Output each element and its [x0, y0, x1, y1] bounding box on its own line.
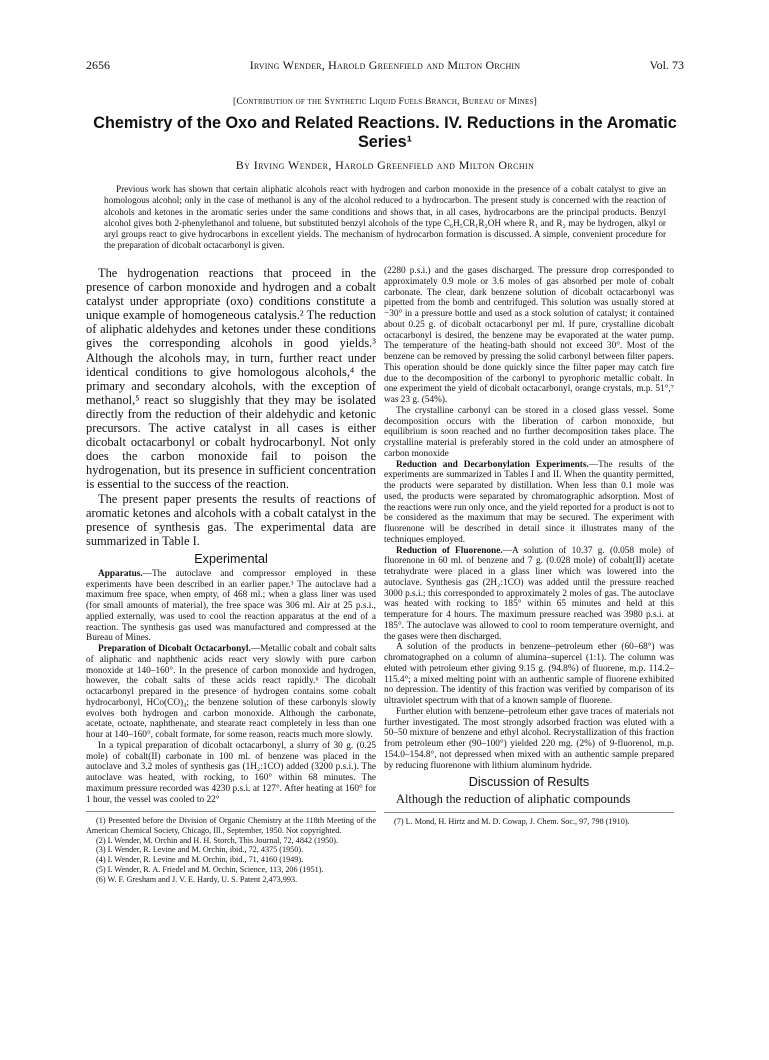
discussion-heading: Discussion of Results [468, 775, 590, 790]
preparation-paragraph [86, 644, 376, 741]
byline: By Irving Wender, Harold Greenfield and Milton Orchin [235, 158, 535, 172]
apparatus-paragraph [86, 569, 376, 644]
continued-paragraph: (2280 p.s.i.) and the gases discharged. The pressure drop corresponded to approximately 0.9 mole or 3.6 moles of gas absorbed per mole of cobalt carbonate. The clear, dark benzene solution of dicobalt octacarbonyl was pipetted from the bomb and centrifuged. This solution was usually stored at −30° in a pressure bottle and used as a stock solution of catalyst; it contained about 0.25 g. of dicobalt octacarbonyl per ml. If pure, crystalline dicobalt octacarbonyl is desired, the benzene may be evaporated at the water pump. The temperature of the heating-bath should not exceed 30°. Most of the benzene can be removed by pressing the solid carbonyl between filter papers. This operation should be done quickly since the filter paper may catch fire due to the decomposition of the carbonyl to pyrophoric metallic cobalt. In one experiment the yield of dicobalt octacarbonyl, orange crystals, m.p. 51°,⁷ was 23 g. (54%). [384, 266, 674, 405]
volume-label: Vol. 73 [649, 58, 684, 72]
right-column [384, 266, 674, 827]
preparation-paragraph-2: In a typical preparation of dicobalt octacarbonyl, a slurry of 30 g. (0.25 mole) of cobalt(II) carbonate in 100 ml. of benzene was placed in the autoclave and 3.2 moles of synthesis gas (1H₂:1CO) added (3200 p.s.i.). The autoclave was heated, with rocking, to 160° within 68 minutes. The maximum pressure recorded was 4230 p.s.i. at 127°. After heating at 160° for 1 hour, the vessel was cooled to 22° [86, 740, 376, 805]
intro-paragraph-1: The hydrogenation reactions that proceed in the presence of carbon monoxide and hydrogen and a cobalt catalyst under appropriate (oxo) conditions constitute a unique example of homogeneous catalysis.² The reduction of aliphatic aldehydes and ketones under these conditions gives the corresponding alcohols in good yields.³ Although the alcohols may, in turn, further react under identical conditions to give homologous alcohols,⁴ the primary and secondary alcohols, with the exception of methanol,⁵ react so sluggishly that they may be isolated directly from the reduction of their aldehydic and ketonic precursors. The active catalyst in all cases is either dicobalt octacarbonyl or cobalt hydrocarbonyl. Not only does the carbon monoxide fail to poison the hydrogenation, but its presence in sufficient concentration is essential to the success of the reaction. [86, 266, 376, 492]
left-column [86, 266, 376, 884]
article-title: Chemistry of the Oxo and Related Reactions. IV. Reductions in the Aromatic Series¹ [93, 114, 677, 151]
running-authors: Irving Wender, Harold Greenfield and Milton Orchin [249, 58, 521, 72]
preparation-text: —Metallic cobalt and cobalt salts of aliphatic and naphthenic acids react very slowly with pure carbon monoxide at 140–160°. In the presence of carbon monoxide and hydrogen, however, the cobalt salts of these acids react rapidly.⁶ The dicobalt octacarbonyl prepared in the presence of hydrogen contains some cobalt hydrocarbonyl, HCo(CO)₄; the benzene solution of these carbonyls slowly evolves both hydrogen and carbon monoxide. Although the carbonate, acetate, octoate, naphthenate, and stearate react completely in less than one hour at 140–160°, cobalt formate, for some reason, reacts much more slowly. [86, 644, 376, 741]
fluorenone-label: Reduction of Fluorenone. [396, 545, 503, 556]
reduction-paragraph [384, 460, 674, 546]
page-number: 2656 [86, 58, 110, 72]
preparation-label: Preparation of Dicobalt Octacarbonyl. [98, 644, 251, 655]
chromatography-paragraph: A solution of the products in benzene–petroleum ether (60–68°) was chromatographed on a column of alumina–supercel (1:1). The column was eluted with petroleum ether giving 9.15 g. (94.8%) of fluorene, m.p. 114.2–115.4°; a mixed melting point with an authentic sample of fluorene exhibited no depression. The identity of this fraction was verified by comparison of its ultraviolet spectrum with that of a known sample of fluorene. [384, 642, 674, 706]
footnote: (2) I. Wender, M. Orchin and H. H. Storch, This Journal, 72, 4842 (1950). [96, 835, 339, 845]
experimental-heading: Experimental [194, 551, 268, 566]
intro-paragraph-2: The present paper presents the results of reactions of aromatic ketones and alcohols with a cobalt catalyst in the presence of synthesis gas. The experimental data are summarized in Table I. [86, 491, 376, 548]
footnotes [86, 811, 376, 884]
reduction-text: —The results of the experiments are summarized in Tables I and II. When the quantity permitted, the products were separated by distillation. When less than 0.1 mole was used, the products were separated by chromatographic adsorption. Most of the reactions were run only once, and the yield reported for a product is not to be considered as the maximum that may be secured. The experiment with fluorenone will be described in detail since it illustrates many of the techniques employed. [384, 459, 674, 545]
abstract [104, 184, 666, 252]
abstract-text: Previous work has shown that certain aliphatic alcohols react with hydrogen and carbon monoxide in the presence of a cobalt catalyst to give an homologous alcohol; only in the case of methanol is any of the alcohol reduced to a hydrocarbon. The present study is concerned with the reaction of alcohols and ketones in the aromatic series under the same conditions and shows that, in all cases, hydrocarbons are the principal products. Benzyl alcohol gives both 2-phenylethanol and toluene, but substituted benzyl alcohols of the type C₆H₅CR₁R₂OH where R₁ and R₂ may be hydrogen, alkyl or aryl groups react to give hydrocarbons in excellent yields. The mechanism of hydrocarbon formation is discussed. A simple, convenient procedure for the preparation of dicobalt octacarbonyl is given. [104, 184, 666, 251]
running-head [86, 58, 684, 74]
apparatus-text: —The autoclave and compressor employed in these experiments have been described in an earlier paper.³ The autoclave had a maximum free space, when empty, of 468 ml.; when a glass liner was used (for small amounts of material), the free space was 306 ml. Air at 25 p.s.i., applied externally, was used to cool the reaction apparatus at the end of a reaction. The synthesis gas used was manufactured and compressed at the Bureau of Mines. [86, 568, 376, 644]
footnote: (5) I. Wender, R. A. Friedel and M. Orchin, Science, 113, 206 (1951). [96, 864, 324, 874]
footnotes-right [384, 812, 674, 827]
storage-paragraph: The crystalline carbonyl can be stored in a closed glass vessel. Some decomposition occurs with the liberation of carbon monoxide, but equilibrium is soon reached and no further decomposition takes place. The crystalline material is preferably stored in the cold under an atmosphere of carbon monoxide [384, 405, 674, 459]
apparatus-label: Apparatus. [98, 568, 143, 579]
footnote: (3) I. Wender, R. Levine and M. Orchin, ibid., 72, 4375 (1950). [96, 845, 304, 855]
fluorenone-text: —A solution of 10.37 g. (0.058 mole) of fluorenone in 60 ml. of benzene and 7 g. (0.028 mole) of cobalt(II) acetate tetrahydrate were placed in a glass liner which was lowered into the autoclave. Synthesis gas (2H₂:1CO) was added until the pressure reached 3000 p.s.i.; this corresponded to approximately 2 moles of gas. The autoclave was heated with rocking to 185° within 65 minutes and held at this temperature for 4 hours. The maximum pressure reached was 3980 p.s.i. at 185°. The autoclave was allowed to cool to room temperature overnight, and the gases were then discharged. [384, 545, 674, 642]
elution-paragraph: Further elution with benzene–petroleum ether gave traces of materials not further investigated. The most strongly adsorbed fraction was eluted with a 50–50 mixture of benzene and ethyl alcohol. Recrystallization of this fraction from petroleum ether (90–100°) yielded 220 mg. (2%) of 9-fluorenol, m.p. 154.0–154.8°, not depressed when mixed with an authentic sample prepared by reducing fluorenone with lithium aluminum hydride. [384, 706, 674, 771]
footnote: (7) L. Mond, H. Hirtz and M. D. Cowap, J. Chem. Soc., 97, 798 (1910). [394, 817, 630, 827]
fluorenone-paragraph [384, 546, 674, 643]
footnote: (1) Presented before the Division of Organic Chemistry at the 118th Meeting of the American Chemical Society, Chicago, Ill., September, 1950. Not copyrighted. [86, 816, 376, 836]
footnote: (4) I. Wender, R. Levine and M. Orchin, ibid., 71, 4160 (1949). [96, 855, 304, 865]
footnote: (6) W. F. Gresham and J. V. E. Hardy, U. S. Patent 2,473,993. [96, 874, 298, 884]
reduction-label: Reduction and Decarbonylation Experiments. [396, 459, 589, 470]
discussion-paragraph: Although the reduction of aliphatic compounds [396, 792, 631, 807]
contribution-line: [Contribution of the Synthetic Liquid Fuels Branch, Bureau of Mines] [232, 96, 538, 107]
